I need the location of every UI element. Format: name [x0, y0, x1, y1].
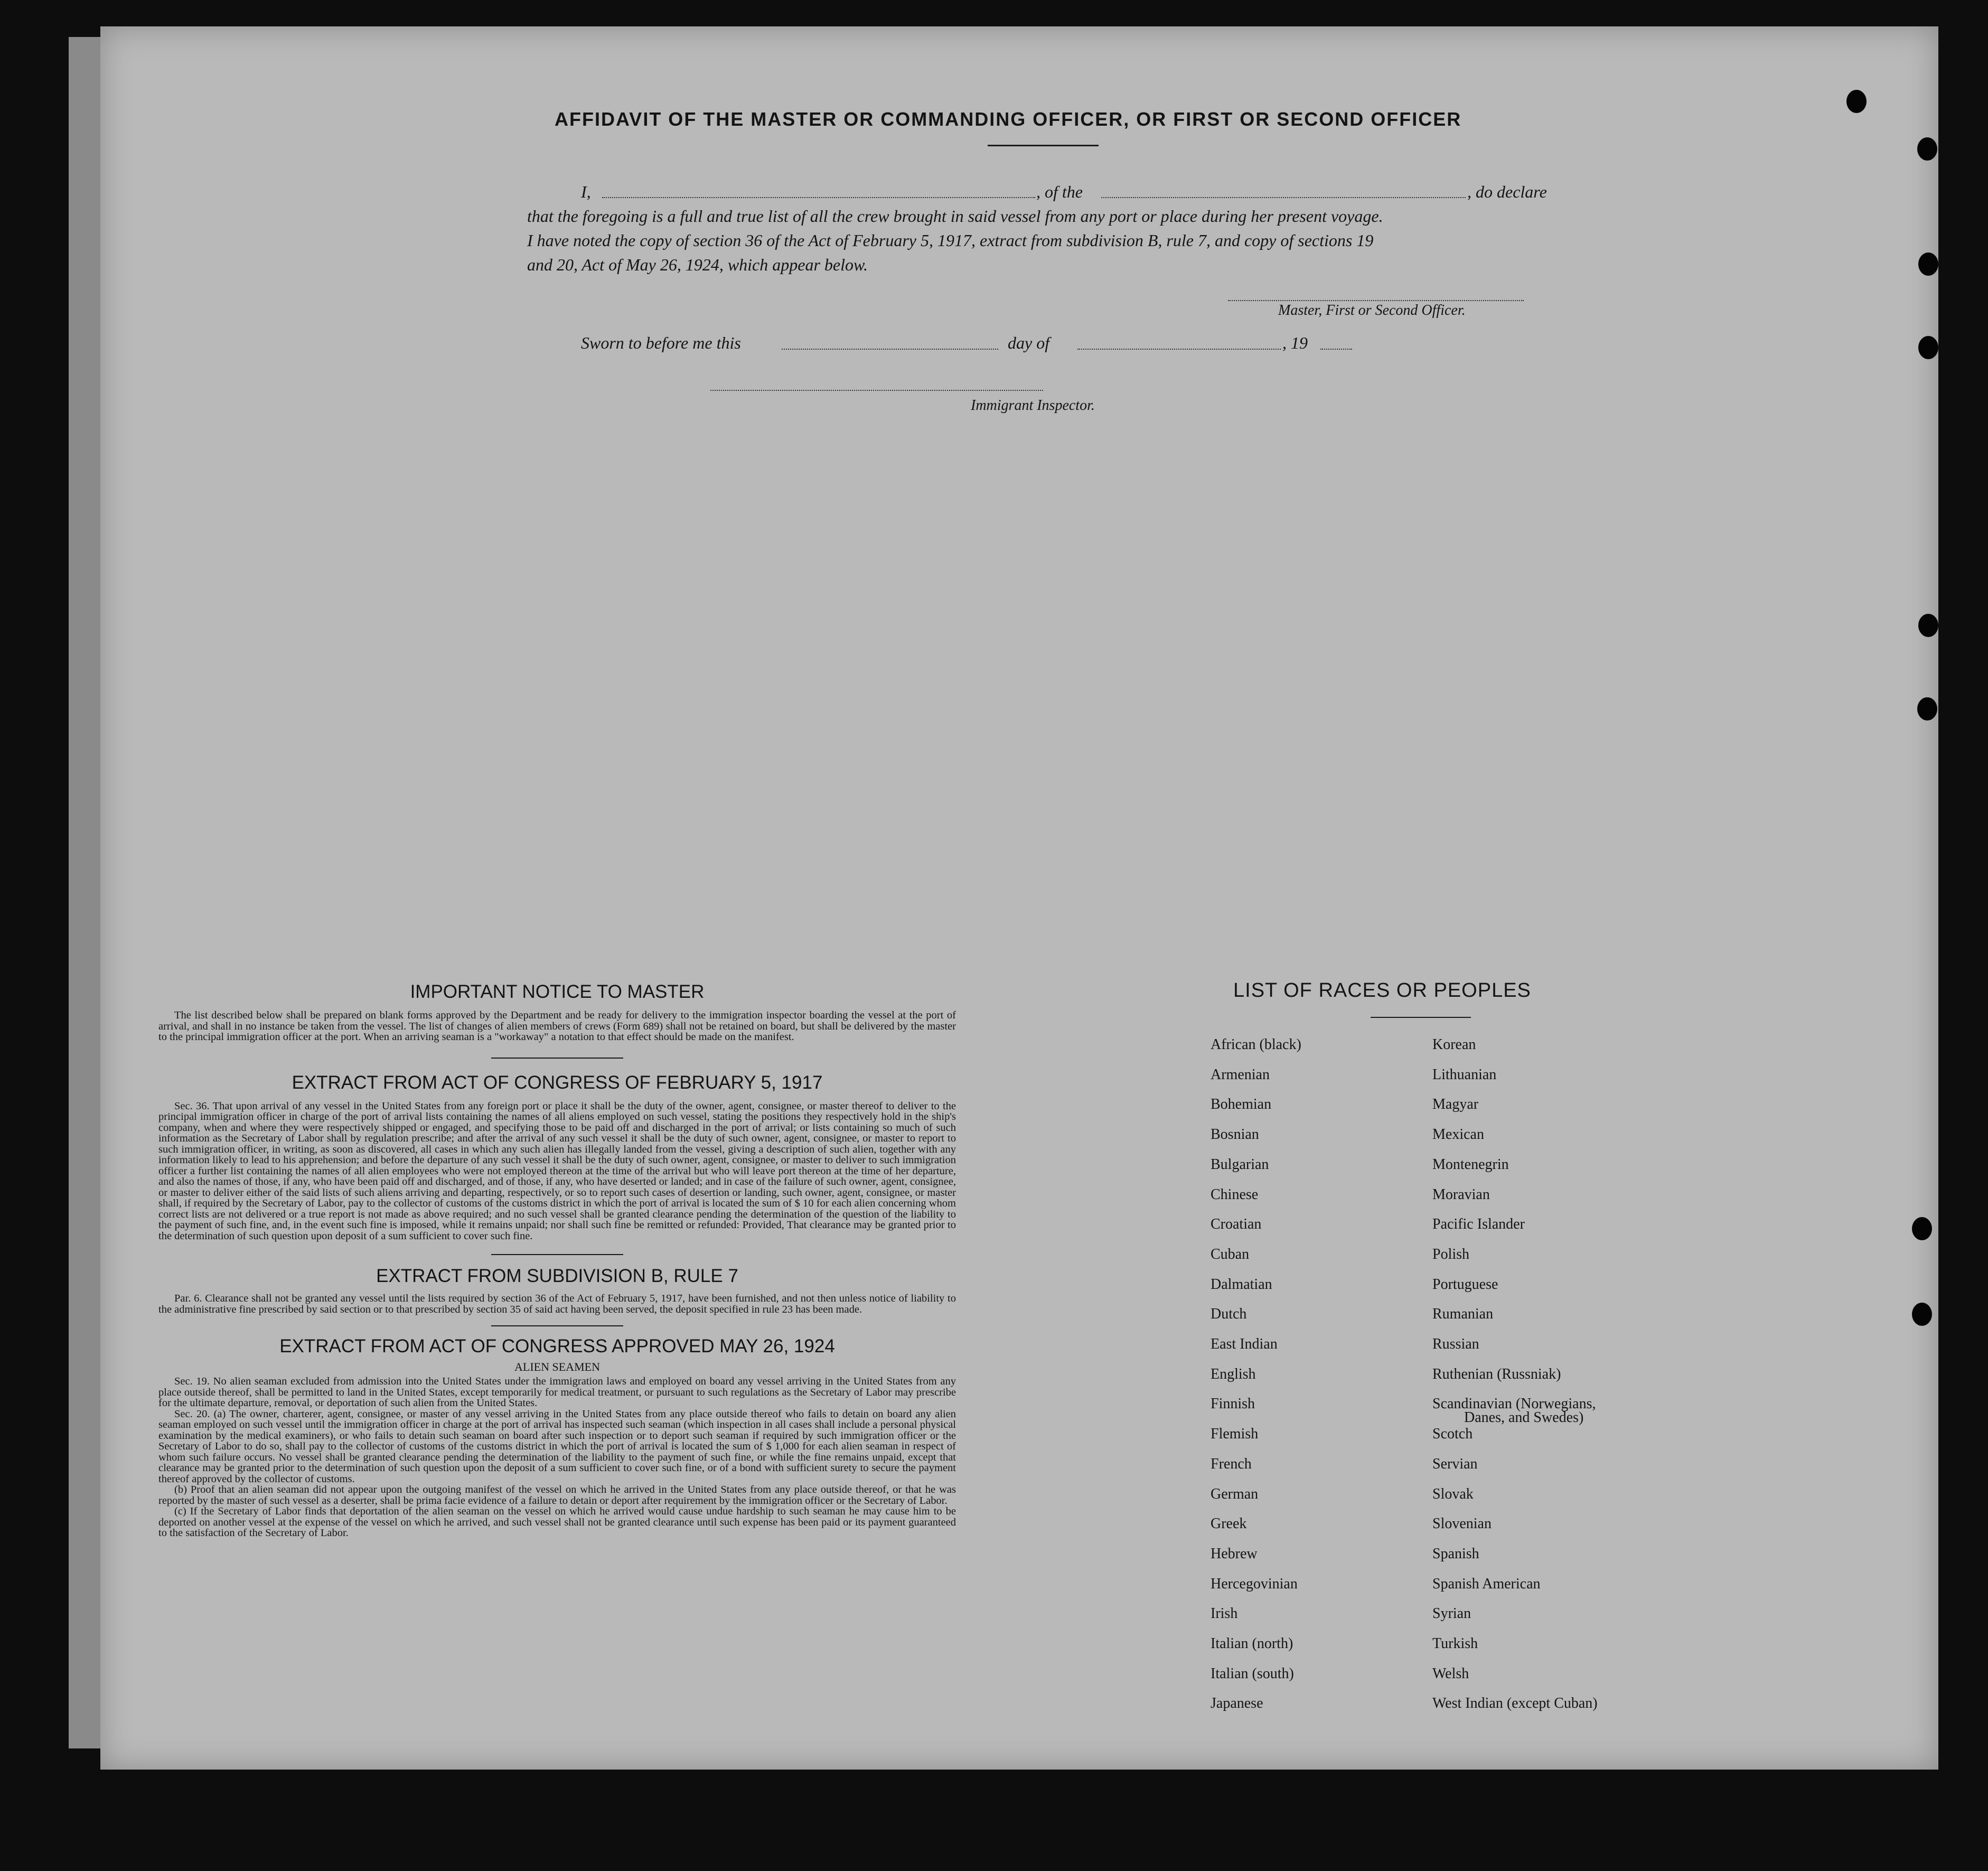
race-item: Armenian [1211, 1066, 1270, 1083]
race-item: Magyar [1432, 1096, 1479, 1113]
race-item: Pacific Islander [1432, 1216, 1525, 1233]
race-item: Spanish American [1432, 1575, 1541, 1592]
section-36-paragraph: Sec. 36. That upon arrival of any vessel in the United States from any foreign port or place it shall be the duty of the owner, agent, consignee, or master thereof to deliver to the principal immigration officer in charge of the port of arrival lists containing the names of all aliens employed on such vessel, stating the positions they respectively hold in the ship's company, when and where they were respectively shipped or engaged, and specifying those to be paid off and discharged in the port of arrival; or lists containing so much of such information as the Secretary of Labor shall by regulation prescribe; and after the arrival of any such vessel it shall be the duty of such owner, agent, consignee, or master to report to such immigration officer, in writing, as soon as discovered, all cases in which any such alien has illegally landed from the vessel, giving a description of such alien, together with any information likely to lead to his apprehension; and before the departure of any such vessel it shall be the duty of such owner, agent, consignee, or master to deliver to such immigration officer a further list containing the names of all alien employees who were not employed thereon at the time of the arrival but who will leave port thereon at the time of her departure, and also the names of those, if any, who have been paid off and discharged, and of those, if any, who have deserted or landed; and in case of the failure of such owner, agent, consignee, or master to deliver either of the said lists of such aliens arriving and departing, respectively, or so to report such cases of desertion or landing, such owner, agent, consignee, or master shall, if required by the Secretary of Labor, pay to the collector of customs of the customs district in which the port of arrival is located the sum of $ 10 for each alien concerning whom correct lists are not delivered or a true report is not made as above required; and no such vessel shall be granted clearance pending the determination of the question of the liability to the payment of such fine, and, in the event such fine is imposed, while it remains unpaid; nor shall such fine be remitted or refunded: Provided, That clearance may be granted prior to the determination of such question upon deposit of a sum sufficient to cover such fine. [158, 1100, 956, 1242]
binder-hole [1918, 252, 1938, 276]
race-item: East Indian [1211, 1336, 1278, 1352]
race-item: Finnish [1211, 1396, 1255, 1412]
race-item: Rumanian [1432, 1306, 1494, 1323]
race-item: Irish [1211, 1605, 1238, 1622]
race-item: Greek [1211, 1515, 1247, 1532]
extract-1917-title: EXTRACT FROM ACT OF CONGRESS OF FEBRUARY 5, 1917 [292, 1072, 823, 1093]
race-item: Scotch [1432, 1426, 1473, 1443]
i-label: I, [581, 182, 591, 201]
sworn-month-blank[interactable] [1077, 349, 1281, 350]
race-item: Mexican [1432, 1126, 1484, 1143]
notices-column [158, 981, 956, 1539]
binder-hole [1918, 336, 1938, 359]
race-item: French [1211, 1455, 1252, 1472]
race-item: Italian (north) [1211, 1635, 1293, 1652]
race-item: Lithuanian [1432, 1066, 1497, 1083]
race-item: Japanese [1211, 1695, 1263, 1712]
section-divider [491, 1058, 623, 1059]
extract-1924-title: EXTRACT FROM ACT OF CONGRESS APPROVED MAY 26, 1924 [279, 1336, 835, 1357]
race-item: Dalmatian [1211, 1276, 1272, 1293]
section-20a-paragraph: Sec. 20. (a) The owner, charterer, agent, consignee, or master of any vessel arriving in the United States from any place outside thereof who fails to detain on board any alien seaman employed on such vessel until the immigration officer in charge at the port of arrival has inspected such seaman (which inspection in all cases shall include a personal physical examination by the medical examiners), or who fails to detain such seaman on board after such inspection or to deport such seaman if required by such immigration officer or the Secretary of Labor to do so, shall pay to the collector of customs of the customs district in which the port of arrival is located the sum of $ 1,000 for each alien seaman in respect of whom such failure occurs. No vessel shall be granted clearance pending the determination of the liability to the payment of such fine, or while the fine remains unpaid, except that clearance may be granted prior to the determination of such question upon the deposit of a sum sufficient to cover such fine, or of a bond with sufficient surety to secure the payment thereof approved by the collector of customs. [158, 1408, 956, 1485]
binder-hole [1846, 90, 1867, 113]
vessel-blank[interactable] [1101, 197, 1466, 198]
race-item: Ruthenian (Russniak) [1432, 1365, 1561, 1382]
race-item: Italian (south) [1211, 1665, 1294, 1682]
declaration-line-3: I have noted the copy of section 36 of the Act of February 5, 1917, extract from subdivision B, rule 7, and copy of sections 19 [527, 231, 1374, 250]
par-6-paragraph: Par. 6. Clearance shall not be granted any vessel until the lists required by section 36 of the Act of February 5, 1917, have been furnished, and not then unless notice of liability to the administrative fine prescribed by said section or to that prescribed by section 35 of said act having been served, the deposit specified in rule 23 has been made. [158, 1293, 956, 1315]
inspector-label: Immigrant Inspector. [971, 397, 1095, 414]
race-item: Chinese [1211, 1186, 1259, 1203]
notice-title: IMPORTANT NOTICE TO MASTER [410, 981, 705, 1002]
race-item: Polish [1432, 1246, 1470, 1262]
race-item: Flemish [1211, 1426, 1259, 1443]
race-item: Slovenian [1432, 1515, 1492, 1532]
race-item: Croatian [1211, 1216, 1262, 1233]
races-title-underline [1371, 1017, 1471, 1018]
race-item: Spanish [1432, 1545, 1479, 1562]
race-item: Syrian [1432, 1605, 1471, 1622]
do-declare-label: , do declare [1467, 182, 1547, 201]
section-divider [491, 1254, 623, 1255]
race-item: Bosnian [1211, 1126, 1259, 1143]
sworn-label: Sworn to before me this [581, 333, 741, 352]
page-edge-strip [69, 37, 100, 1748]
binder-hole [1912, 1217, 1932, 1240]
race-item: Cuban [1211, 1246, 1250, 1262]
race-item: Portuguese [1432, 1276, 1498, 1293]
section-divider [491, 1325, 623, 1326]
sworn-year-blank[interactable] [1320, 349, 1352, 350]
binder-hole [1917, 137, 1937, 161]
year-label: , 19 [1282, 333, 1308, 352]
officer-label: Master, First or Second Officer. [1278, 302, 1466, 319]
day-of-label: day of [1008, 333, 1050, 352]
race-item: Moravian [1432, 1186, 1490, 1203]
race-item: Hebrew [1211, 1545, 1258, 1562]
race-item: Danes, and Swedes) [1464, 1409, 1584, 1426]
officer-signature-blank[interactable] [1228, 300, 1524, 301]
declaration-line-2: that the foregoing is a full and true list of all the crew brought in said vessel from any port or place during her present voyage. [527, 207, 1383, 226]
declaration-line-4: and 20, Act of May 26, 1924, which appear below. [527, 255, 868, 274]
title-underline [988, 145, 1099, 146]
name-blank[interactable] [602, 197, 1035, 198]
race-item: Bohemian [1211, 1096, 1272, 1113]
race-item: Dutch [1211, 1306, 1247, 1323]
race-item: Slovak [1432, 1485, 1474, 1502]
sworn-day-blank[interactable] [782, 349, 998, 350]
of-the-label: , of the [1036, 182, 1083, 201]
binder-hole [1912, 1303, 1932, 1326]
race-item: West Indian (except Cuban) [1432, 1695, 1598, 1712]
binder-hole [1918, 614, 1938, 637]
inspector-signature-blank[interactable] [710, 390, 1043, 391]
race-item: Servian [1432, 1455, 1478, 1472]
race-item: German [1211, 1485, 1259, 1502]
section-20c-paragraph: (c) If the Secretary of Labor finds that deportation of the alien seaman on the vessel on which he arrived would cause undue hardship to such seaman he may cause him to be deported on another vessel at the expense of the vessel on which he arrived, and such vessel shall not be granted clearance until such expense has been paid or its payment guaranteed to the satisfaction of the Secretary of Labor. [158, 1505, 956, 1539]
extract-1924-text [158, 1376, 956, 1539]
extract-1917-text [158, 1101, 956, 1242]
races-title: LIST OF RACES OR PEOPLES [1233, 979, 1531, 1002]
section-20b-paragraph: (b) Proof that an alien seaman did not appear upon the outgoing manifest of the vessel on which he arrived in the United States from any place outside thereof, or that he was reported by the master of such vessel as a deserter, shall be prima facie evidence of a failure to detain or deport after requirement by the immigration officer or the Secretary of Labor. [158, 1484, 956, 1507]
race-item: Turkish [1432, 1635, 1478, 1652]
race-item: Korean [1432, 1036, 1476, 1053]
race-item: Welsh [1432, 1665, 1469, 1682]
race-item: Russian [1432, 1336, 1479, 1352]
race-item: English [1211, 1365, 1256, 1382]
section-19-paragraph: Sec. 19. No alien seaman excluded from admission into the United States under the immigration laws and employed on board any vessel arriving in the United States from any place outside thereof, shall be permitted to land in the United States, except temporarily for medical treatment, or pursuant to such regulations as the Secretary of Labor may prescribe for the ultimate departure, removal, or deportation of such alien from the United States. [158, 1376, 956, 1409]
notice-text [158, 1010, 956, 1043]
race-item: Bulgarian [1211, 1156, 1269, 1173]
extract-rule7-text [158, 1293, 956, 1315]
alien-seamen-subtitle: ALIEN SEAMEN [514, 1360, 600, 1373]
affidavit-title: AFFIDAVIT OF THE MASTER OR COMMANDING OFFICER, OR FIRST OR SECOND OFFICER [555, 108, 1462, 130]
race-item: African (black) [1211, 1036, 1301, 1053]
extract-rule7-title: EXTRACT FROM SUBDIVISION B, RULE 7 [376, 1266, 738, 1286]
race-item: Montenegrin [1432, 1156, 1509, 1173]
race-item: Hercegovinian [1211, 1575, 1298, 1592]
binder-hole [1917, 697, 1937, 721]
notice-paragraph: The list described below shall be prepared on blank forms approved by the Department and be ready for delivery to the immigration inspector boarding the vessel at the port of arrival, and shall in no instance be taken from the vessel. The list of changes of alien members of crews (Form 689) shall not be retained on board, but shall be delivered by the master to the principal immigration officer at the port. When an arriving seaman is a "workaway" a notation to that effect should be made on the manifest. [158, 1009, 956, 1043]
race-item: Scandinavian (Norwegians, [1432, 1396, 1596, 1412]
